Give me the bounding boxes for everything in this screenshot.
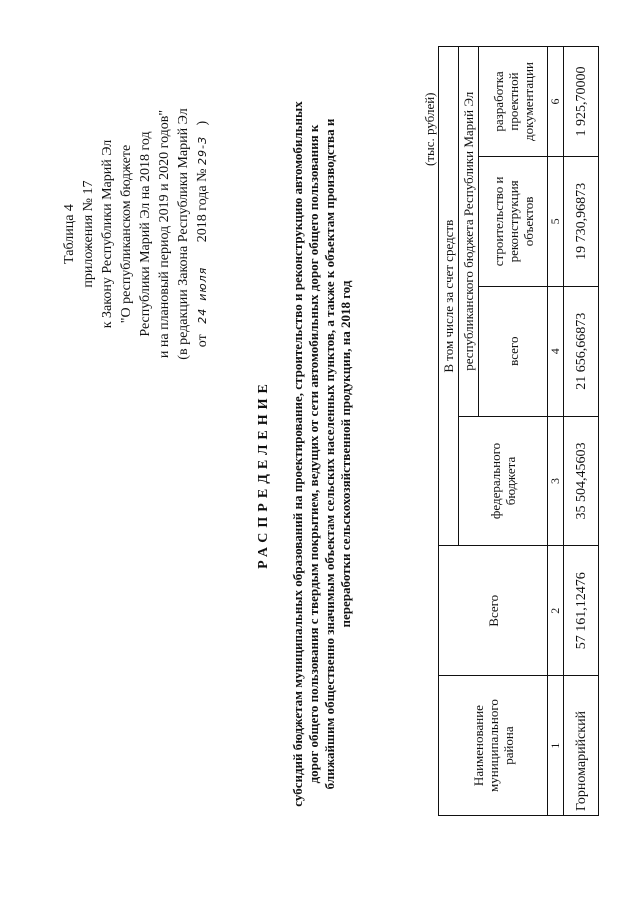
column-number: 1 xyxy=(548,676,564,816)
column-number: 6 xyxy=(548,47,564,157)
document-subtitle xyxy=(290,64,354,844)
header-republican: республиканского бюджета Республики Марий Эл xyxy=(459,47,479,417)
header-name: Наименование муниципального района xyxy=(439,676,548,816)
header-federal: федерального бюджета xyxy=(459,416,548,546)
header-total: Всего xyxy=(439,546,548,676)
header-construction: строительство и реконструкция объектов xyxy=(479,156,548,286)
column-number-row xyxy=(548,47,564,816)
column-number: 4 xyxy=(548,286,564,416)
handwritten-day: 24 xyxy=(196,307,209,324)
column-number: 3 xyxy=(548,416,564,546)
header-line: Таблица 4 xyxy=(62,204,77,264)
document-header xyxy=(60,44,212,424)
subtitle-line: ближайшим общественно значимым объектам сельских населенных пунктов, а также к объектам производства и xyxy=(322,118,337,790)
column-number: 2 xyxy=(548,546,564,676)
date-prefix: от xyxy=(195,334,210,348)
header-line: "О республиканском бюджете xyxy=(119,144,134,324)
cell-rep-total: 21 656,66873 xyxy=(564,286,599,416)
header-in-that-number: В том числе за счет средств xyxy=(439,47,459,546)
subtitle-line: дорог общего пользования с твердым покрытием, ведущих от сети автомобильных дорог общего пользования к xyxy=(306,124,321,784)
cell-federal: 35 504,45603 xyxy=(564,416,599,546)
column-number: 5 xyxy=(548,156,564,286)
header-line: приложения № 17 xyxy=(81,180,96,288)
document-title: РАСПРЕДЕЛЕНИЕ xyxy=(256,379,271,569)
subtitle-line: субсидий бюджетам муниципальных образований на проектирование, строительство и реконструкцию автомобильных xyxy=(290,101,305,807)
subtitle-line: переработки сельскохозяйственной продукции, на 2018 год xyxy=(338,280,353,628)
date-suffix: ) xyxy=(195,120,210,126)
cell-construction: 19 730,96873 xyxy=(564,156,599,286)
header-line: Республики Марий Эл на 2018 год xyxy=(138,131,153,337)
handwritten-number: 29-З xyxy=(196,135,209,166)
header-date-line xyxy=(193,44,212,424)
units-label: (тыс. рублей) xyxy=(422,92,437,166)
header-line: к Закону Республики Марий Эл xyxy=(100,139,115,329)
header-rep-total: всего xyxy=(479,286,548,416)
cell-design: 1 925,70000 xyxy=(564,47,599,157)
distribution-table xyxy=(438,46,599,816)
date-year: 2018 года № xyxy=(195,168,210,243)
table-row xyxy=(564,47,599,816)
handwritten-month: июля xyxy=(196,266,209,301)
header-design: разработка проектной документации xyxy=(479,47,548,157)
cell-total: 57 161,12476 xyxy=(564,546,599,676)
cell-district-name: Горномарийский xyxy=(564,676,599,816)
header-line: и на плановый период 2019 и 2020 годов" xyxy=(157,109,172,359)
header-line: (в редакции Закона Республики Марий Эл xyxy=(176,108,191,360)
